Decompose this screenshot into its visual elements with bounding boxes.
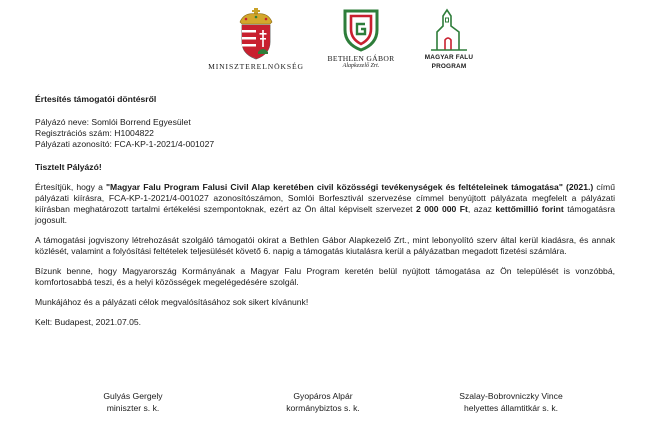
- bethlen-name: BETHLEN GÁBOR: [327, 54, 395, 63]
- paragraph-wishes: Munkájához és a pályázati célok megvalósításához sok sikert kívánunk!: [35, 297, 309, 307]
- p1-text-a: Értesítjük, hogy a: [35, 182, 106, 192]
- applicant-name: Pályázó neve: Somlói Borrend Egyesület: [35, 117, 191, 127]
- paragraph-grant-deed: A támogatási jogviszony létrehozását szolgáló támogatói okirat a Bethlen Gábor Alapkezelő Zrt., mint lebonyolító szerv által kerül kiadásra, és annak közlését, valamint a folyósítási feltételek teljesülését követő 6. napig a támogatás kiutalásra kerül a pályázatban megadott fizetési számlára.: [35, 235, 615, 256]
- bethlen-shield-icon: [342, 8, 380, 52]
- signer-name: Gyopáros Alpár: [293, 391, 353, 401]
- bethlen-gabor-logo: [315, 8, 407, 69]
- registration-number: Regisztrációs szám: H1004822: [35, 128, 154, 138]
- letter-title: Értesítés támogatói döntésről: [35, 94, 157, 104]
- logo-bar: [0, 8, 650, 86]
- grant-amount-words: kettőmillió forint: [495, 204, 564, 214]
- p1-text-b: című pályázati kiírásra, FCA-KP-1-2021/4-001027 azonosítószámon, Somlói Borfesztivál szervezése címmel benyújtott pályázata megfelelt a pályázati kiírásban meghatározott tartalmi értékelési szempontoknak, ezért az Ön által képviselt szervezet: [35, 182, 615, 214]
- mfp-line2: PROGRAM: [431, 63, 467, 70]
- ministry-name: MINISZTERELNÖKSÉG: [208, 62, 304, 71]
- signer-name: Gulyás Gergely: [103, 391, 163, 401]
- signature-block: [421, 390, 601, 414]
- notification-letter: [35, 94, 615, 328]
- hungarian-coat-of-arms-icon: [234, 8, 278, 60]
- program-name: "Magyar Falu Program Falusi Civil Alap keretében civil közösségi tevékenységek és feltételeinek támogatása" (2021.): [105, 182, 594, 192]
- magyar-falu-program-logo: [414, 8, 484, 70]
- issue-date: Kelt: Budapest, 2021.07.05.: [35, 317, 142, 327]
- signature-block: [58, 390, 208, 414]
- signer-name: Szalay-Bobrovniczky Vince: [459, 391, 563, 401]
- salutation: Tisztelt Pályázó!: [35, 162, 102, 172]
- signer-title: helyettes államtitkár s. k.: [463, 403, 559, 413]
- mfp-line1: MAGYAR FALU: [424, 54, 474, 61]
- signature-block: [248, 390, 398, 414]
- village-church-icon: [429, 8, 469, 52]
- paragraph-confidence: Bízunk benne, hogy Magyarország Kormányának a Magyar Falu Program keretén belül nyújtott támogatása az Ön települését is vonzóbbá, komfortosabbá teszi, és a helyi közösségek megelégedésére szolgál.: [35, 266, 615, 287]
- bethlen-subtitle: Alapkezelő Zrt.: [342, 63, 380, 69]
- signer-title: kormánybiztos s. k.: [286, 403, 360, 413]
- p1-text-d: támogatásra jogosult.: [35, 204, 615, 225]
- p1-text-c: , azaz: [467, 204, 496, 214]
- paragraph-decision: [35, 182, 615, 226]
- application-id: Pályázati azonosító: FCA-KP-1-2021/4-001027: [35, 139, 215, 149]
- signer-title: miniszter s. k.: [106, 403, 160, 413]
- grant-amount: 2 000 000 Ft: [415, 204, 468, 214]
- ministry-logo: [196, 8, 316, 71]
